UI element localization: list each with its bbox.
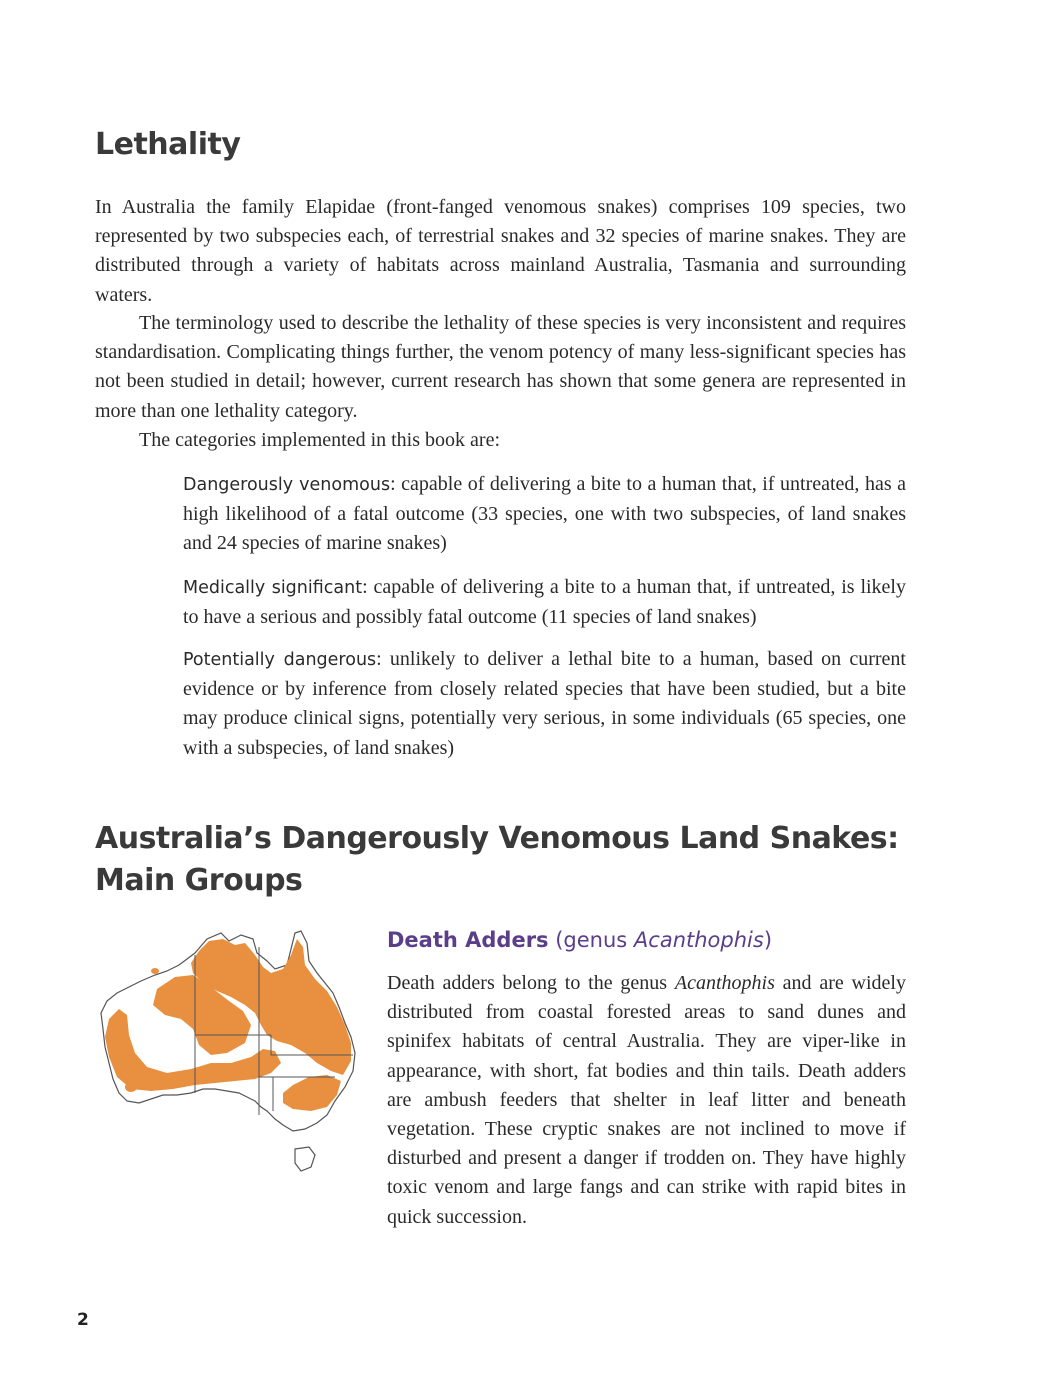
death-adders-title: Death Adders <box>387 928 549 952</box>
category-dangerously-venomous <box>183 470 906 559</box>
lethality-paragraph-2: The terminology used to describe the lethality of these species is very inconsistent and requires standardisation. Complicating things further, the venom potency of many less-significant species has not been studied in detail; however, current research has shown that some genera are represented in more than one lethality category. <box>95 312 906 422</box>
description-genus: Acanthophis <box>674 972 775 994</box>
category-term: Medically significant <box>183 578 363 598</box>
page-number: 2 <box>77 1310 89 1330</box>
genus-open: (genus <box>548 928 634 952</box>
distribution-map <box>95 925 360 1175</box>
lethality-paragraph-3: The categories implemented in this book are: <box>139 429 500 451</box>
main-groups-heading-line2: Main Groups <box>95 863 303 898</box>
category-description: : capable of delivering a bite to a human that, if untreated, is likely to have a serious and possibly fatal outcome (11 species of land snakes) <box>183 576 906 629</box>
main-groups-heading-line1: Australia’s Dangerously Venomous Land Snakes: <box>95 821 899 856</box>
category-description: : capable of delivering a bite to a human that, if untreated, has a high likelihood of a fatal outcome (33 species, one with two subspecies, of land snakes and 24 species of marine snakes) <box>183 473 907 555</box>
category-term: Dangerously venomous <box>183 475 391 495</box>
description-part-a: Death adders belong to the genus <box>387 972 675 994</box>
category-potentially-dangerous <box>183 645 906 763</box>
category-term: Potentially dangerous <box>183 650 377 670</box>
lethality-paragraph-1: In Australia the family Elapidae (front-fanged venomous snakes) comprises 109 species, two represented by two subspecies each, of terrestrial snakes and 32 species of marine snakes. They are distributed through a variety of habitats across mainland Australia, Tasmania and surrounding waters. <box>95 196 906 306</box>
category-medically-significant <box>183 573 906 632</box>
main-groups-heading <box>95 818 995 902</box>
lethality-heading: Lethality <box>95 127 241 162</box>
genus-name: Acanthophis <box>633 928 764 952</box>
tasmania-outline <box>295 1147 315 1171</box>
death-adders-heading <box>387 924 772 956</box>
genus-close: ) <box>763 928 773 952</box>
death-adders-description <box>387 969 906 1232</box>
category-description: : unlikely to deliver a lethal bite to a human, based on current evidence or by inference from closely related species that have been studied, but a bite may produce clinical signs, potentially very serious, in some individuals (65 species, one with a subspecies, of land snakes) <box>183 648 906 759</box>
description-part-b: and are widely distributed from coastal forested areas to sand dunes and spinifex habitats of central Australia. They are viper-like in appearance, with short, fat bodies and thin tails. Death adders are ambush feeders that shelter in leaf litter and beneath vegetation. These cryptic snakes are not inclined to move if disturbed and present a danger if trodden on. They have highly toxic venom and large fangs and can strike with rapid bites in quick succession. <box>387 972 906 1228</box>
